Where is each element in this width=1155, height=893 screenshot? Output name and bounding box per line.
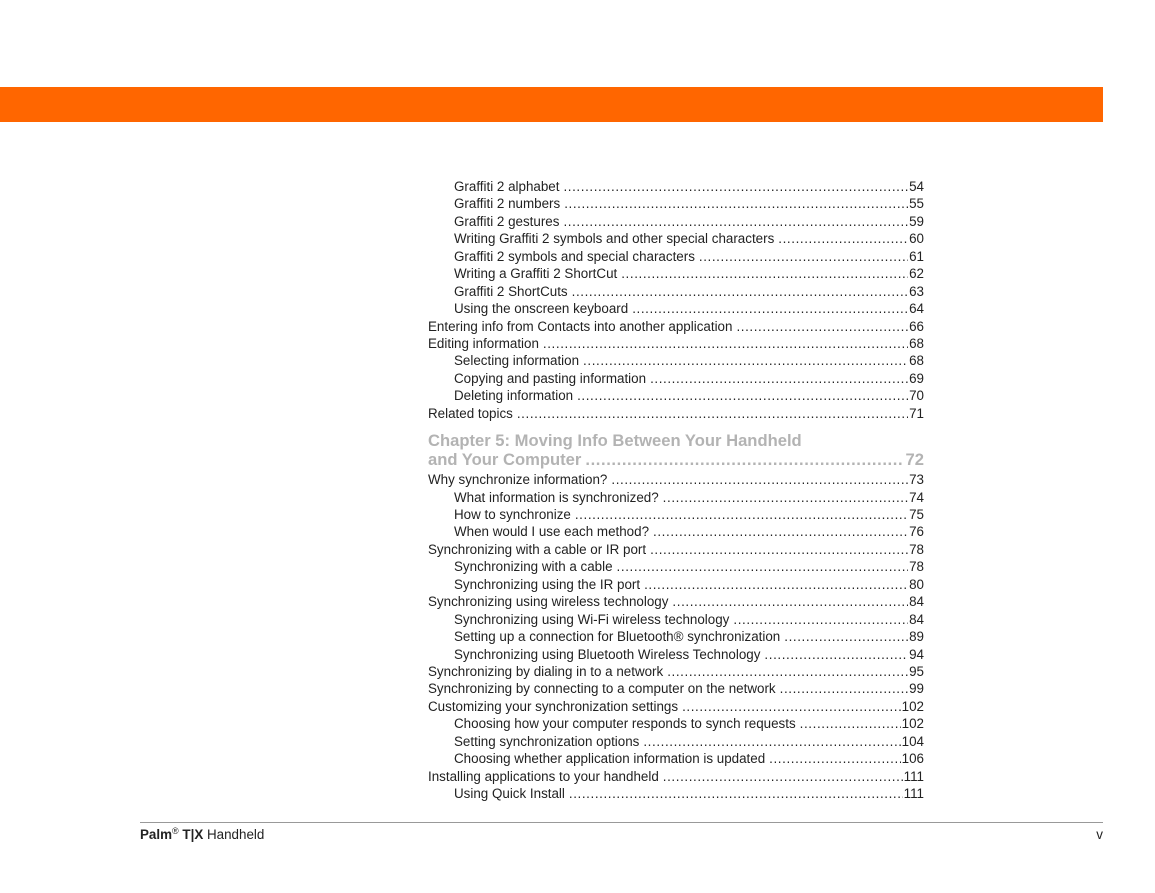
dot-leader [569, 785, 903, 802]
toc-entry-title: Synchronizing using wireless technology [428, 594, 669, 610]
toc-entry-page: 78 [909, 541, 924, 557]
toc-entry[interactable] [428, 715, 924, 732]
dot-leader [800, 715, 901, 732]
toc-entry-page: 75 [909, 507, 924, 522]
chapter-title-line2: and Your Computer [428, 450, 582, 470]
toc-entry-page: 95 [909, 663, 924, 679]
toc-entry[interactable] [428, 265, 924, 282]
toc-entry-title: Copying and pasting information [454, 370, 647, 386]
toc-entry[interactable] [428, 680, 924, 697]
dot-leader [653, 523, 908, 540]
dot-leader [663, 489, 908, 506]
toc-entry[interactable] [428, 785, 924, 802]
toc-entry-title: Graffiti 2 alphabet [454, 179, 560, 194]
toc-entry-title: Graffiti 2 symbols and special characters [454, 248, 695, 264]
toc-entry-title: Choosing whether application information is updated [454, 751, 766, 767]
toc-entry-title: Why synchronize information? [428, 472, 608, 488]
dot-leader [736, 318, 908, 335]
toc-entry[interactable] [428, 318, 924, 335]
toc-entry-page: 60 [909, 231, 924, 247]
dot-leader [517, 405, 908, 422]
toc-entry[interactable] [428, 698, 924, 715]
toc-entry-title: Selecting information [454, 353, 580, 369]
toc-entry-page: 70 [909, 388, 924, 404]
toc-entry-title: Deleting information [454, 388, 574, 404]
toc-entry-page: 89 [909, 629, 924, 645]
toc-entry[interactable] [428, 230, 924, 247]
toc-entry-page: 73 [909, 472, 924, 488]
toc-entry-title: What information is synchronized? [454, 489, 659, 505]
toc-entry-page: 59 [909, 213, 924, 229]
dot-leader [764, 646, 908, 663]
dot-leader [564, 195, 908, 212]
toc-entry-page: 84 [909, 611, 924, 627]
toc-entry-page: 54 [909, 179, 924, 194]
toc-entry-page: 106 [901, 751, 924, 767]
dot-leader [650, 541, 908, 558]
toc-entry[interactable] [428, 405, 924, 422]
dot-leader [632, 300, 908, 317]
dot-leader [682, 698, 901, 715]
chapter-page-number: 72 [905, 450, 924, 470]
toc-entry-title: Synchronizing using Bluetooth Wireless Technology [454, 646, 761, 662]
dot-leader [575, 506, 908, 523]
toc-entry-page: 66 [909, 318, 924, 334]
toc-entry-title: Customizing your synchronization settings [428, 698, 679, 714]
toc-entry[interactable] [428, 248, 924, 265]
toc-entry-title: Installing applications to your handheld [428, 768, 659, 784]
dot-leader [563, 178, 908, 195]
dot-leader [780, 680, 908, 697]
toc-entry[interactable] [428, 523, 924, 540]
toc-entry-title: Graffiti 2 numbers [454, 196, 561, 212]
dot-leader [650, 370, 908, 387]
dot-leader [643, 733, 900, 750]
toc-entry-title: Editing information [428, 335, 539, 351]
toc-group-2 [428, 471, 924, 802]
toc-entry[interactable] [428, 506, 924, 523]
toc-entry-title: Writing Graffiti 2 symbols and other special characters [454, 231, 775, 247]
toc-entry-title: Writing a Graffiti 2 ShortCut [454, 266, 618, 282]
toc-entry-page: 84 [909, 594, 924, 610]
toc-entry[interactable] [428, 646, 924, 663]
toc-entry-page: 80 [909, 576, 924, 592]
toc-entry-title: How to synchronize [454, 507, 571, 522]
toc-entry-title: Graffiti 2 gestures [454, 213, 560, 229]
toc-entry-page: 55 [909, 196, 924, 212]
toc-group-1 [428, 178, 924, 422]
toc-entry-title: Synchronizing using Wi-Fi wireless technology [454, 611, 730, 627]
toc-entry-title: Synchronizing with a cable [454, 559, 613, 575]
dot-leader [667, 663, 908, 680]
toc-entry[interactable] [428, 213, 924, 230]
toc-entry[interactable] [428, 178, 924, 195]
dot-leader [672, 593, 908, 610]
toc-entry-page: 111 [903, 768, 924, 784]
toc-entry-page: 78 [909, 559, 924, 575]
chapter-title-line2-row [428, 450, 924, 469]
dot-leader [572, 283, 908, 300]
toc-entry-page: 63 [909, 283, 924, 299]
toc-entry[interactable] [428, 628, 924, 645]
toc-entry-page: 62 [909, 266, 924, 282]
toc-entry[interactable] [428, 733, 924, 750]
footer-brand: Palm [140, 827, 173, 842]
toc-entry-page: 104 [901, 733, 924, 749]
footer-page-number: v [1096, 827, 1103, 842]
table-of-contents [428, 178, 924, 802]
footer-registered-mark: ® [172, 826, 179, 836]
dot-leader [577, 387, 908, 404]
toc-entry[interactable] [428, 489, 924, 506]
dot-leader [617, 558, 909, 575]
toc-entry[interactable] [428, 300, 924, 317]
toc-entry-page: 64 [909, 301, 924, 317]
chapter-title-line1: Chapter 5: Moving Info Between Your Handheld [428, 431, 802, 451]
toc-entry-page: 68 [909, 353, 924, 369]
toc-entry-title: Synchronizing by dialing in to a network [428, 663, 664, 679]
toc-entry-page: 102 [901, 716, 924, 732]
toc-entry-page: 94 [909, 646, 924, 662]
toc-entry-title: Using the onscreen keyboard [454, 301, 629, 317]
dot-leader [778, 230, 908, 247]
footer-product-name [140, 826, 264, 844]
toc-entry-page: 76 [909, 524, 924, 540]
dot-leader [699, 248, 908, 265]
footer-rule [140, 822, 1103, 823]
chapter-heading[interactable] [428, 431, 924, 469]
toc-entry-title: Synchronizing by connecting to a computer on the network [428, 681, 776, 697]
toc-entry[interactable] [428, 541, 924, 558]
toc-entry-page: 69 [909, 370, 924, 386]
toc-entry-page: 61 [909, 248, 924, 264]
toc-entry-page: 102 [901, 698, 924, 714]
dot-leader [644, 576, 908, 593]
toc-entry[interactable] [428, 195, 924, 212]
chapter-dot-leader [585, 450, 903, 469]
toc-entry[interactable] [428, 611, 924, 628]
toc-entry-page: 99 [909, 681, 924, 697]
toc-entry-title: Synchronizing using the IR port [454, 576, 641, 592]
toc-entry-page: 68 [909, 335, 924, 351]
header-banner [0, 87, 1103, 122]
toc-entry[interactable] [428, 283, 924, 300]
toc-entry-page: 111 [903, 786, 924, 801]
dot-leader [769, 750, 901, 767]
toc-entry[interactable] [428, 352, 924, 369]
toc-entry-title: Setting synchronization options [454, 733, 640, 749]
toc-entry-title: Using Quick Install [454, 786, 565, 801]
dot-leader [563, 213, 908, 230]
toc-entry-title: Choosing how your computer responds to synch requests [454, 716, 796, 732]
dot-leader [621, 265, 908, 282]
toc-entry[interactable] [428, 471, 924, 488]
toc-entry-title: When would I use each method? [454, 524, 650, 540]
dot-leader [733, 611, 908, 628]
toc-entry[interactable] [428, 387, 924, 404]
toc-entry[interactable] [428, 663, 924, 680]
toc-entry-title: Graffiti 2 ShortCuts [454, 283, 568, 299]
toc-entry-title: Setting up a connection for Bluetooth® synchronization [454, 629, 781, 645]
toc-entry[interactable] [428, 576, 924, 593]
dot-leader [583, 352, 908, 369]
footer-model: T|X [182, 827, 204, 842]
dot-leader [784, 628, 908, 645]
dot-leader [611, 471, 908, 488]
toc-entry-page: 74 [909, 489, 924, 505]
toc-entry[interactable] [428, 750, 924, 767]
toc-entry-title: Synchronizing with a cable or IR port [428, 541, 647, 557]
toc-entry[interactable] [428, 558, 924, 575]
toc-entry[interactable] [428, 593, 924, 610]
toc-entry-title: Related topics [428, 405, 513, 421]
toc-entry[interactable] [428, 335, 924, 352]
dot-leader [543, 335, 908, 352]
toc-entry-title: Entering info from Contacts into another application [428, 318, 733, 334]
toc-entry[interactable] [428, 768, 924, 785]
footer-product: Handheld [206, 827, 265, 842]
toc-entry-page: 71 [909, 405, 924, 421]
dot-leader [663, 768, 903, 785]
toc-entry[interactable] [428, 370, 924, 387]
